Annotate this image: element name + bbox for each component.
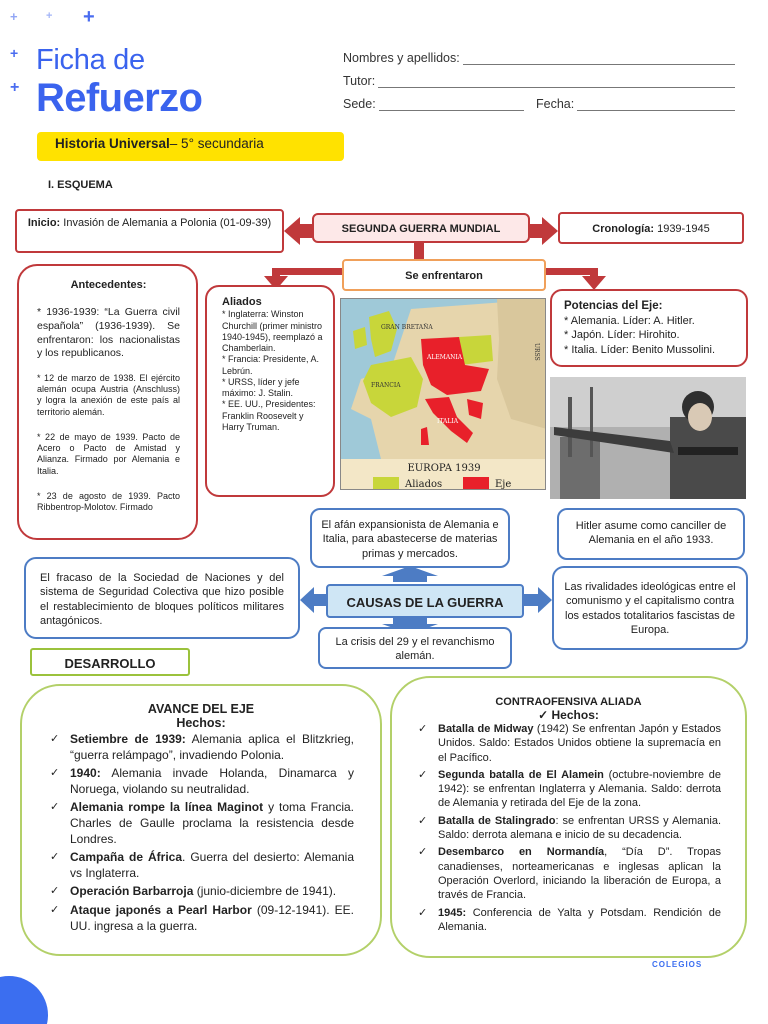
sede-label: Sede:	[343, 97, 376, 111]
footer-logo-text: COLEGIOS	[652, 960, 703, 969]
eje-item: * Japón. Líder: Hirohito.	[564, 329, 680, 342]
desarrollo-box	[30, 648, 190, 676]
eje-box	[550, 289, 748, 367]
avance-item: ✓ 1940: Alemania invade Holanda, Dinamarca y Noruega, violando su neutralidad.	[48, 766, 354, 797]
contra-item: ✓ Batalla de Stalingrado: se enfrentan URSS y Alemania. Saldo: derrota alemana e inicio de su decadencia.	[416, 814, 721, 843]
stem-main	[414, 243, 424, 259]
rivalidades-box	[552, 566, 748, 650]
antecedentes-item: * 12 de marzo de 1938. El ejército alemán ocupa Austria (Anschluss) y logra la anexión de este país al territorio alemán.	[37, 372, 180, 417]
se-enfrentaron-label: Se enfrentaron	[405, 270, 483, 282]
main-title-box	[312, 213, 530, 243]
map-label-de: ALEMANIA	[427, 354, 463, 361]
antecedentes-item: * 23 de agosto de 1939. Pacto Ribbentrop-Molotov. Firmado	[37, 490, 180, 513]
avance-title: AVANCE DEL EJE	[147, 702, 255, 716]
causas-title: CAUSAS DE LA GUERRA	[346, 595, 504, 610]
plus-icon: +	[10, 45, 19, 61]
afan-box	[310, 508, 510, 568]
map-label-fr: FRANCIA	[371, 382, 401, 389]
grade-label: – 5° secundaria	[169, 136, 264, 151]
map-title: EUROPA 1939	[407, 463, 481, 474]
avance-list	[48, 732, 354, 934]
name-label: Nombres y apellidos:	[343, 51, 460, 65]
hitler-photo	[550, 377, 746, 499]
arrow-up-causas	[382, 566, 438, 582]
arrow-to-inicio	[284, 217, 312, 245]
cronologia-box	[558, 212, 744, 244]
map-label-gb: GRAN BRETAÑA	[381, 324, 433, 331]
arrow-to-cronologia	[530, 217, 558, 245]
eje-title: Potencias del Eje:	[564, 300, 663, 312]
hitler-canciller-box	[557, 508, 745, 560]
legend-eje: Eje	[495, 479, 512, 490]
contra-subtitle: ✓ Hechos:	[538, 708, 599, 722]
fracaso-text: El fracaso de la Sociedad de Naciones y del sistema de Seguridad Colectiva que hizo posible el restablecimiento de bloques políticos militares antagónicos.	[40, 572, 284, 627]
aliados-title: Aliados	[222, 296, 262, 308]
afan-text: El afán expansionista de Alemania e Italia, para abastecerse de materias primas y mercados.	[321, 519, 499, 560]
photo-drawing	[550, 377, 746, 499]
arrow-to-eje	[546, 268, 606, 290]
antecedentes-box	[17, 264, 198, 540]
avance-item: ✓ Operación Barbarroja (junio-diciembre de 1941).	[48, 884, 354, 900]
inicio-text: Invasión de Alemania a Polonia (01-09-39)	[63, 217, 272, 229]
contra-box	[390, 676, 747, 958]
rivalidades-text: Las rivalidades ideológicas entre el comunismo y el capitalismo contra los estados totalitarios fascistas de Europa.	[564, 581, 736, 636]
desarrollo-title: DESARROLLO	[64, 656, 156, 671]
avance-item: ✓ Campaña de África. Guerra del desierto: Alemania vs Inglaterra.	[48, 850, 354, 881]
contra-title: CONTRAOFENSIVA ALIADA	[495, 696, 642, 708]
eje-item: * Italia. Líder: Benito Mussolini.	[564, 343, 716, 356]
tutor-label: Tutor:	[343, 74, 376, 88]
legend-aliados-swatch	[373, 477, 399, 489]
se-enfrentaron-box	[342, 259, 546, 291]
plus-icon: +	[10, 79, 20, 96]
legend-aliados: Aliados	[405, 479, 443, 490]
subject-name: Historia Universal	[55, 136, 170, 151]
plus-icon: +	[10, 9, 18, 24]
aliados-box	[205, 285, 335, 497]
hitler-canciller-text: Hitler asume como canciller de Alemania en el año 1933.	[575, 520, 727, 547]
arrow-left-causas	[300, 587, 326, 613]
avance-item: ✓ Ataque japonés a Pearl Harbor (09-12-1941). EE. UU. ingresa a la guerra.	[48, 903, 354, 934]
antecedentes-title: Antecedentes:	[70, 279, 147, 291]
aliados-item: * EE. UU., Presidentes: Franklin Roosevelt y Harry Truman.	[222, 399, 316, 432]
plus-icon: +	[83, 6, 95, 28]
fracaso-box	[24, 557, 300, 639]
contra-list	[416, 722, 721, 934]
avance-box	[20, 684, 382, 956]
footer-logo	[652, 960, 702, 969]
antecedentes-item: * 22 de mayo de 1939. Pacto de Acero o Pacto de Amistad y Alianza. Firmado por Alemania e Italia.	[37, 431, 180, 476]
causas-title-box	[326, 584, 524, 618]
section-title: I. ESQUEMA	[48, 179, 113, 191]
fecha-label: Fecha:	[536, 97, 575, 111]
contra-item: ✓ Desembarco en Normandía, “Día D”. Tropas canadienses, norteamericanas e inglesas aplican la Operación Overlord, iniciando la liberación de Europa, a través de Francia.	[416, 845, 721, 902]
check-icon: ✓	[538, 708, 552, 722]
eje-item: * Alemania. Líder: A. Hitler.	[564, 314, 695, 327]
main-title: SEGUNDA GUERRA MUNDIAL	[341, 223, 501, 235]
contra-item: ✓ Segunda batalla de El Alamein (octubre-noviembre de 1942): se enfrentan Inglaterra y Alemania. Saldo: derrota de Alemania y retirada del Eje de la zona.	[416, 768, 721, 811]
legend-eje-swatch	[463, 477, 489, 489]
avance-subtitle: Hechos:	[176, 716, 226, 730]
europe-map-drawing	[341, 299, 546, 490]
title-line1: Ficha de	[36, 44, 145, 76]
cronologia-text: 1939-1945	[657, 223, 710, 235]
aliados-item: * Inglaterra: Winston Churchill (primer ministro 1940-1945), reemplazó a Chamberlain.	[222, 309, 323, 354]
inicio-box	[15, 209, 284, 253]
map-label-it: ITALIA	[437, 418, 459, 425]
avance-item: ✓ Setiembre de 1939: Alemania aplica el Blitzkrieg, “guerra relámpago”, invadiendo Polonia.	[48, 732, 354, 763]
inicio-label: Inicio:	[27, 217, 61, 229]
crisis-box	[318, 627, 512, 669]
plus-icon: +	[46, 10, 53, 22]
aliados-item: * URSS, líder y jefe máximo: J. Stalin.	[222, 376, 300, 399]
antecedentes-item: * 1936-1939: “La Guerra civil española” (1936-1939). Se enfrentaron: los nacionalistas y los republicanos.	[37, 306, 180, 360]
crisis-text: La crisis del 29 y el revanchismo alemán.	[335, 636, 495, 663]
contra-item: ✓ 1945: Conferencia de Yalta y Potsdam. Rendición de Alemania.	[416, 906, 721, 935]
contra-item: ✓ Batalla de Midway (1942) Se enfrentan Japón y Estados Unidos. Saldo: Estados Unidos obtiene la supremacía en el Pacífico.	[416, 722, 721, 765]
cronologia-label: Cronología:	[592, 223, 655, 235]
map-label-urss: URSS	[533, 343, 540, 361]
europe-map	[340, 298, 546, 490]
arrow-right-causas	[524, 587, 552, 613]
aliados-item: * Francia: Presidente, A. Lebrún.	[222, 354, 320, 376]
avance-item: ✓ Alemania rompe la línea Maginot y toma Francia. Charles de Gaulle proclama la resistencia desde Londres.	[48, 800, 354, 847]
title-line2: Refuerzo	[36, 76, 203, 120]
